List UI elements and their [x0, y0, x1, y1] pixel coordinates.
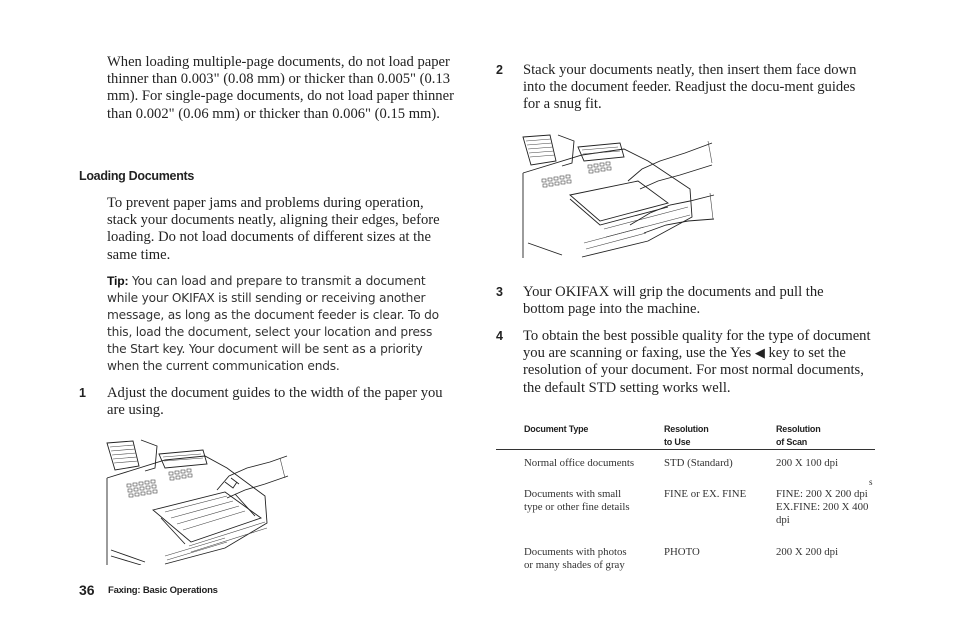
- table-cell-line: FINE: 200 X 200 dpi: [776, 488, 868, 500]
- table-cell-document-type: [524, 546, 627, 572]
- table-header-label: Resolution: [776, 424, 821, 434]
- table-cell-line: EX.FINE: 200 X 400: [776, 501, 869, 513]
- table-cell-resolution-of-scan: 200 X 200 dpi: [776, 546, 839, 558]
- table-header-divider: [496, 449, 875, 450]
- yes-key-arrow-icon: ◀: [754, 346, 765, 362]
- table-cell-line: or many shades of gray: [524, 559, 625, 571]
- step-3-number: 3: [496, 285, 503, 299]
- running-footer: Faxing: Basic Operations: [108, 585, 218, 596]
- page-number: 36: [79, 582, 95, 598]
- step-1-number: 1: [79, 386, 86, 400]
- table-cell-resolution-of-scan: [776, 488, 868, 527]
- table-header-label: of Scan: [776, 436, 808, 447]
- intro-paragraph: When loading multiple-page documents, do not load paper thinner than 0.003" (0.08 mm) or thicker than 0.005" (0.13 mm). For single-page documents, do not load paper thinner than 0.002" (0.06 mm) or thicker than 0.006" (0.15 mm).: [107, 54, 454, 122]
- tip-text: You can load and prepare to transmit a document while your OKIFAX is still sending or receiving another message, as long as the document feeder is clear. To do this, load the document, select your location and press the Start key. Your document will be sent as a priority when the current communication ends.: [107, 274, 439, 373]
- step-2-text: Stack your documents neatly, then insert them face down into the document feeder. Readjust the docu-ment guides for a snug fit.: [523, 62, 857, 113]
- table-header-resolution-of-scan: [776, 423, 821, 448]
- step-4-text: [523, 328, 873, 397]
- tip-label: Tip:: [107, 274, 129, 288]
- step-4-number: 4: [496, 329, 503, 343]
- table-cell-line: Documents with small: [524, 488, 622, 500]
- table-cell-resolution-to-use: STD (Standard): [664, 457, 733, 469]
- tip-paragraph: [107, 273, 455, 375]
- section-heading: Loading Documents: [79, 169, 195, 183]
- table-header-document-type: Document Type: [524, 424, 589, 434]
- step-3-text: Your OKIFAX will grip the documents and pull the bottom page into the machine.: [523, 284, 824, 318]
- table-cell-resolution-to-use: FINE or EX. FINE: [664, 488, 747, 500]
- table-cell-resolution-of-scan: 200 X 100 dpi: [776, 457, 839, 469]
- loading-paragraph: To prevent paper jams and problems during operation, stack your documents neatly, aligning their edges, before loading. Do not load documents of different sizes at the same time.: [107, 195, 440, 263]
- stray-mark: s: [869, 477, 873, 487]
- table-cell-document-type: [524, 488, 630, 514]
- fax-machine-hands-inserting-documents-illustration: [520, 133, 716, 258]
- table-header-label: to Use: [664, 436, 691, 447]
- fax-machine-hand-adjusting-guides-illustration: [105, 438, 290, 565]
- step-1-text: Adjust the document guides to the width of the paper you are using.: [107, 385, 443, 419]
- table-header-resolution-to-use: [664, 423, 709, 448]
- table-header-label: Resolution: [664, 424, 709, 434]
- step-4-text-b: key to set the resolution of your document. For most normal documents, the default STD setting works well.: [523, 345, 864, 396]
- table-cell-line: Documents with photos: [524, 546, 627, 558]
- table-cell-document-type: Normal office documents: [524, 457, 635, 469]
- table-cell-line: type or other fine details: [524, 501, 630, 513]
- step-2-number: 2: [496, 63, 503, 77]
- table-cell-line: dpi: [776, 514, 790, 526]
- table-cell-resolution-to-use: PHOTO: [664, 546, 700, 558]
- step-4-text-a: To obtain the best possible quality for the type of document you are scanning or faxing, use the Yes: [523, 328, 871, 362]
